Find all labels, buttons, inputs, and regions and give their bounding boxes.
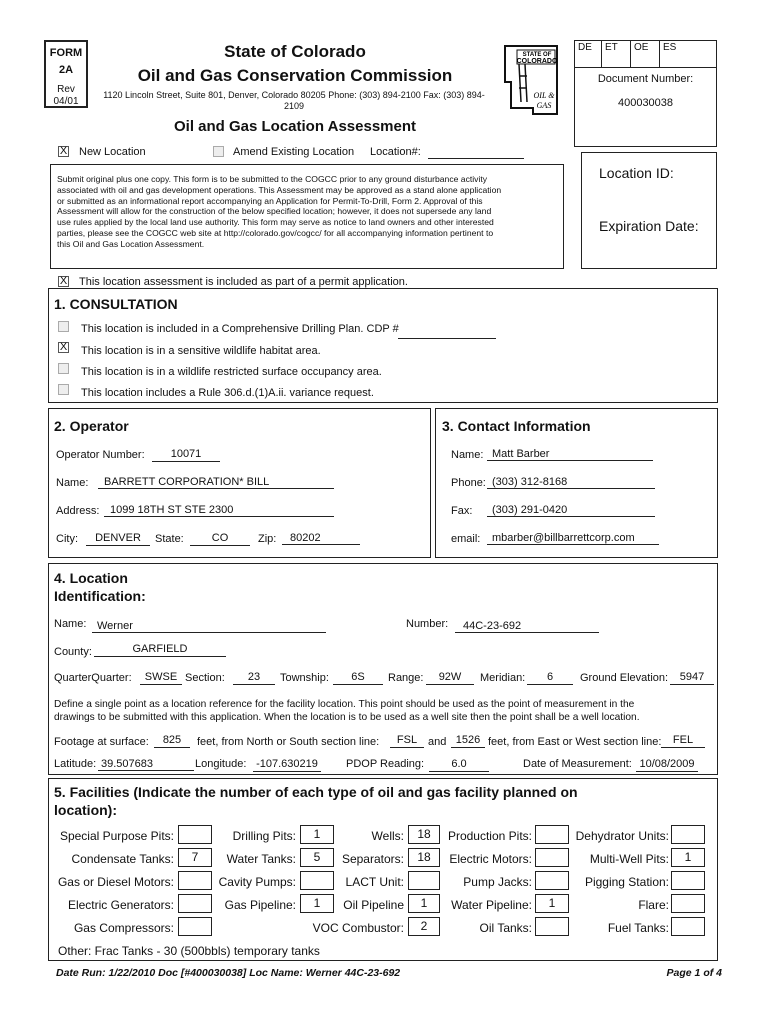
cavity-pumps-label: Cavity Pumps: [218, 875, 296, 889]
instructions-line: Assessment will allow for the construction of the below specified location; however, it does not supersede any land [57, 206, 492, 217]
lact-unit-field[interactable] [408, 871, 440, 890]
multi-well-pits-field[interactable]: 1 [671, 848, 705, 867]
production-pits-field[interactable] [535, 825, 569, 844]
oil-pipeline-label: Oil Pipeline [343, 898, 404, 912]
ew-section-line-field[interactable]: FEL [661, 733, 705, 748]
instructions-line: this Oil and Gas Location Assessment. [57, 238, 205, 249]
voc-combustor-label: VOC Combustor: [312, 921, 404, 935]
contact-name-field[interactable]: Matt Barber [487, 447, 653, 461]
footer-page-number: Page 1 of 4 [666, 967, 722, 979]
separators-field[interactable]: 18 [408, 848, 440, 867]
location-reference-line: drawings to be submitted with this application. When the location is to be used as a well site then the point shall be a well location. [54, 712, 640, 723]
gas-pipeline-label: Gas Pipeline: [224, 898, 296, 912]
office-code-oe: OE [630, 40, 660, 68]
separators-label: Separators: [341, 852, 404, 866]
operator-city-label: City: [56, 533, 78, 545]
contact-name-label: Name: [451, 449, 484, 461]
restricted-occupancy-checkbox[interactable] [58, 363, 69, 374]
location-name-label: Name: [54, 618, 87, 630]
location-number-value[interactable]: 44C-23-692 [455, 619, 599, 633]
electric-motors-field[interactable] [535, 848, 569, 867]
operator-state-label: State: [155, 533, 184, 545]
sensitive-wildlife-checkbox[interactable]: X [59, 341, 68, 353]
operator-city-field[interactable]: DENVER [86, 531, 150, 546]
meridian-field[interactable]: 6 [527, 670, 573, 685]
latitude-label: Latitude: [54, 758, 97, 770]
cdp-label: This location is included in a Comprehensive Drilling Plan. CDP # [81, 323, 399, 335]
footage-ns-field[interactable]: 825 [154, 733, 190, 748]
gas-compressors-field[interactable] [178, 917, 212, 936]
pigging-station-label: Pigging Station: [584, 875, 669, 889]
township-label: Township: [280, 672, 329, 684]
location-title: 4. Location [54, 570, 128, 586]
operator-title: 2. Operator [54, 418, 129, 434]
location-number-field[interactable] [428, 144, 524, 159]
operator-name-field[interactable]: BARRETT CORPORATION* BILL [98, 475, 334, 489]
dehydrator-units-label: Dehydrator Units: [575, 829, 669, 843]
county-field[interactable]: GARFIELD [94, 642, 226, 657]
flare-field[interactable] [671, 894, 705, 913]
range-label: Range: [388, 672, 424, 684]
pdop-label: PDOP Reading: [346, 758, 425, 770]
township-field[interactable]: 6S [333, 670, 383, 685]
gas-compressors-label: Gas Compressors: [73, 921, 174, 935]
contact-title: 3. Contact Information [442, 418, 591, 434]
multi-well-pits-label: Multi-Well Pits: [589, 852, 669, 866]
instructions-line: use rules applied by the local land use authority. This form may serve as notice to land owners and other interested [57, 217, 494, 228]
facilities-title: 5. Facilities (Indicate the number of each type of oil and gas facility planned on [54, 784, 578, 800]
oil-tanks-field[interactable] [535, 917, 569, 936]
form-label: FORM [49, 47, 83, 59]
pdop-field[interactable]: 6.0 [429, 757, 489, 772]
restricted-occupancy-label: This location is in a wildlife restricted surface occupancy area. [81, 366, 382, 378]
instructions-line: Submit original plus one copy. This form is to be submitted to the COGCC prior to any ground disturbance activity [57, 174, 488, 184]
amend-location-label: Amend Existing Location [233, 146, 355, 158]
form-subtitle: Oil and Gas Location Assessment [173, 118, 416, 135]
sensitive-wildlife-label: This location is in a sensitive wildlife habitat area. [81, 345, 321, 357]
fuel-tanks-label: Fuel Tanks: [607, 921, 669, 935]
office-code-de: DE [574, 40, 602, 68]
other-facilities-text: Other: Frac Tanks - 30 (500bbls) temporary tanks [58, 944, 320, 958]
ns-section-line-label: feet, from North or South section line: [197, 736, 380, 748]
operator-zip-field[interactable]: 80202 [282, 531, 360, 545]
operator-zip-label: Zip: [258, 533, 277, 545]
water-tanks-label: Water Tanks: [226, 852, 296, 866]
amend-location-checkbox[interactable] [213, 146, 224, 157]
location-id-label: Location ID: [599, 165, 674, 181]
new-location-checkbox[interactable]: X [59, 145, 68, 157]
wells-label: Wells: [371, 829, 404, 843]
water-pipeline-field[interactable]: 1 [535, 894, 569, 913]
operator-name-label: Name: [56, 477, 89, 489]
voc-combustor-field[interactable]: 2 [408, 917, 440, 936]
special-purpose-pits-label: Special Purpose Pits: [59, 829, 174, 843]
rev-date: 04/01 [53, 96, 79, 107]
operator-state-field[interactable]: CO [190, 531, 250, 546]
agency-name: Oil and Gas Conservation Commission [137, 66, 453, 85]
meridian-label: Meridian: [480, 672, 526, 684]
document-number-label: Document Number: [597, 73, 694, 85]
agency-address-cont: 2109 [283, 101, 305, 111]
logo-text-colorado: COLORADO [516, 58, 558, 65]
drilling-pits-label: Drilling Pits: [232, 829, 296, 843]
condensate-tanks-label: Condensate Tanks: [71, 852, 174, 866]
dehydrator-units-field[interactable] [671, 825, 705, 844]
location-number-label: Location#: [370, 146, 421, 158]
water-pipeline-label: Water Pipeline: [451, 898, 532, 912]
measurement-date-label: Date of Measurement: [523, 758, 632, 770]
contact-fax-label: Fax: [451, 505, 473, 517]
footage-ew-field[interactable]: 1526 [451, 733, 485, 748]
form-number: 2A [58, 64, 74, 76]
footer-run-info: Date Run: 1/22/2010 Doc [#400030038] Loc Name: Werner 44C-23-692 [56, 967, 401, 979]
operator-number-label: Operator Number: [56, 449, 145, 461]
pump-jacks-label: Pump Jacks: [463, 875, 532, 889]
facilities-title-cont: location): [54, 802, 117, 818]
quarter-quarter-field[interactable]: SWSE [140, 670, 182, 685]
instructions-text [57, 174, 562, 250]
county-label: County: [54, 646, 92, 658]
new-location-label: New Location [79, 146, 146, 158]
colorado-oil-gas-logo [497, 42, 565, 118]
cavity-pumps-field[interactable] [300, 871, 334, 890]
pump-jacks-field[interactable] [535, 871, 569, 890]
electric-motors-label: Electric Motors: [449, 852, 532, 866]
permit-application-label: This location assessment is included as part of a permit application. [79, 276, 408, 288]
cdp-checkbox[interactable] [58, 321, 69, 332]
page-title: State of Colorado [224, 42, 366, 61]
expiration-date-label: Expiration Date: [599, 218, 699, 234]
instructions-line: or submitted as an informational report accompanying an Application for Permit-To-Drill, Form 2. Approval of this [57, 195, 483, 206]
contact-fax-field[interactable]: (303) 291-0420 [487, 503, 655, 517]
logo-text-gas: GAS [536, 101, 552, 110]
location-number-label: Number: [406, 618, 449, 630]
range-field[interactable]: 92W [426, 670, 474, 685]
production-pits-label: Production Pits: [447, 829, 532, 843]
longitude-field[interactable]: -107.630219 [253, 757, 321, 772]
footage-label: Footage at surface: [54, 736, 149, 748]
ground-elevation-label: Ground Elevation: [580, 672, 669, 684]
flare-label: Flare: [638, 898, 669, 912]
quarter-quarter-label: QuarterQuarter: [54, 672, 132, 684]
operator-address-field[interactable]: 1099 18TH ST STE 2300 [104, 503, 334, 517]
instructions-line: parties, please see the COGCC web site at http://colorado.gov/cogcc/ for all accompanying information pertinent to [57, 227, 494, 238]
logo-text-state: STATE OF [522, 52, 552, 58]
lact-unit-label: LACT Unit: [345, 875, 404, 889]
and-label: and [428, 736, 447, 748]
ew-section-line-label: feet, from East or West section line: [488, 736, 662, 748]
variance-request-label: This location includes a Rule 306.d.(1)A.ii. variance request. [81, 387, 374, 399]
special-purpose-pits-field[interactable] [178, 825, 212, 844]
consultation-title: 1. CONSULTATION [54, 296, 178, 312]
rev-label: Rev [57, 84, 75, 95]
contact-email-field[interactable]: mbarber@billbarrettcorp.com [487, 531, 659, 545]
contact-email-label: email: [451, 533, 481, 545]
operator-number-field[interactable]: 10071 [152, 447, 220, 462]
section-label: Section: [185, 672, 225, 684]
operator-address-label: Address: [56, 505, 100, 517]
measurement-date-field[interactable]: 10/08/2009 [636, 757, 698, 772]
agency-address: 1120 Lincoln Street, Suite 801, Denver, Colorado 80205 Phone: (303) 894-2100 Fax: (303) 894- [103, 90, 485, 100]
fuel-tanks-field[interactable] [671, 917, 705, 936]
location-title-cont: Identification: [54, 588, 146, 604]
water-tanks-field[interactable]: 5 [300, 848, 334, 867]
pigging-station-field[interactable] [671, 871, 705, 890]
oil-tanks-label: Oil Tanks: [479, 921, 532, 935]
cdp-number-field[interactable] [398, 324, 496, 339]
location-reference-instructions [54, 698, 640, 724]
drilling-pits-field[interactable]: 1 [300, 825, 334, 844]
wells-field[interactable]: 18 [408, 825, 440, 844]
variance-request-checkbox[interactable] [58, 384, 69, 395]
ground-elevation-field[interactable]: 5947 [670, 670, 714, 685]
office-code-es: ES [659, 40, 717, 68]
location-name-field[interactable]: Werner [92, 619, 326, 633]
location-reference-line: Define a single point as a location reference for the facility location. This point should be used as the point of measurement in the [54, 699, 635, 710]
document-number-value: 400030038 [617, 97, 674, 109]
gas-pipeline-field[interactable]: 1 [300, 894, 334, 913]
gas-diesel-motors-label: Gas or Diesel Motors: [57, 875, 174, 889]
electric-generators-field[interactable] [178, 894, 212, 913]
condensate-tanks-field[interactable]: 7 [178, 848, 212, 867]
section-field[interactable]: 23 [233, 670, 275, 685]
electric-generators-label: Electric Generators: [67, 898, 174, 912]
instructions-line: associated with oil and gas development operations. This Assessment may be approved as a stand alone application [57, 184, 502, 195]
logo-text-oil: OIL & [533, 91, 555, 100]
contact-phone-field[interactable]: (303) 312-8168 [487, 475, 655, 489]
latitude-field[interactable]: 39.507683 [98, 757, 194, 771]
contact-phone-label: Phone: [451, 477, 486, 489]
gas-diesel-motors-field[interactable] [178, 871, 212, 890]
longitude-label: Longitude: [195, 758, 247, 770]
ns-section-line-field[interactable]: FSL [390, 733, 424, 748]
permit-application-checkbox[interactable]: X [59, 275, 68, 287]
office-code-et: ET [601, 40, 631, 68]
oil-pipeline-field[interactable]: 1 [408, 894, 440, 913]
